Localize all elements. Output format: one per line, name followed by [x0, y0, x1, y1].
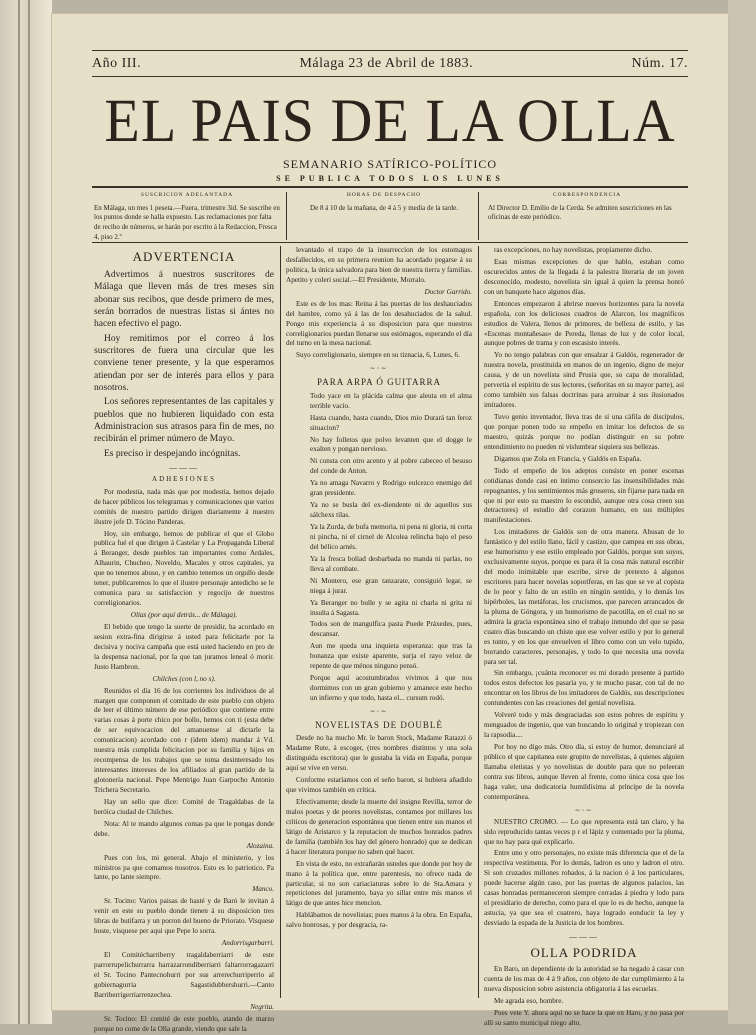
novelistas-heading: NOVELISTAS DE DOUBLÉ: [315, 719, 443, 730]
header-rule: [92, 76, 688, 77]
dateline: Negrita.: [250, 1002, 274, 1011]
dateline: Manco.: [252, 885, 274, 894]
subscription-box: [94, 192, 280, 243]
olla-paragraph: En Baro, un dependiente de la autoridad se ha negado á casar con cuenta de los mas de 4 á 9 años, con objeto de dar cumplimiento á la nueva disposicion sobre asistencia obligatoria á las escuelas.: [484, 964, 684, 993]
signature: Doctor Garrido.: [424, 287, 472, 296]
spine-line: [28, 0, 30, 1024]
poem-stanza: Ni consta con otro acento y al pobre cabeceo el besuso del conde de Anton.: [310, 457, 472, 476]
poem-stanza: Ya Beranger no bulle y se agita ni charla ni grita ni insulta á Sagasta.: [310, 598, 472, 617]
masthead-subtitle: SEMANARIO SATÍRICO-POLÍTICO: [282, 157, 497, 171]
column-3: [484, 246, 684, 1027]
page-edge-shadow: [728, 0, 756, 1024]
olla-podrida-heading: OLLA PODRIDA: [530, 945, 638, 960]
correspondence-box: [488, 192, 686, 223]
issue-date: Málaga 23 de Abril de 1883.: [299, 56, 474, 71]
correspondence-heading: CORRESPONDENCIA: [552, 192, 622, 198]
olla-paragraph: Me agrada eso, hombre.: [494, 996, 564, 1005]
issue-number: Núm. 17.: [631, 56, 688, 71]
masthead-tagline: SE PUBLICA TODOS LOS LUNES: [276, 174, 504, 183]
cromo-heading: NUESTRO CROMO.: [494, 817, 559, 826]
office-hours-heading: HORAS DE DESPACHO: [346, 192, 422, 198]
ornament-divider: ~·~: [370, 706, 388, 716]
article-paragraph: ras excepciones, no hay novelistas, propiamente dicho.: [494, 246, 652, 254]
poem-heading: PARA ARPA Ó GUITARRA: [317, 377, 441, 388]
column-2: [286, 246, 472, 998]
dateline: Olías (por aquí detrás... de Málaga).: [130, 611, 238, 620]
adhesiones-paragraph: Pues con los, mi general. Abajo el ministerio, y los ministros pa que comamos nosotros. Esto es lo patriotico. Pa lante, po lante siempre.: [94, 853, 274, 882]
office-hours-text: De 8 á 10 de la mañana, de 4 á 5 y media de la tarde.: [310, 203, 458, 212]
adhesiones-paragraph: El Comitécharriberry tragaldaberriarri de este parrorrupelichurrarra harrazarrondiberriarri faltarrorragazarri el Sr. Tocino Pantecnohurri por sus arrerechurriperrio al gobiernagurria Sagastidubbershurri.—Canto Barriberrigerriarrenzechea.: [94, 951, 274, 999]
poem-stanza: Todo yace en la plácida calma que aleuta en el alma terrible vacío.: [310, 391, 472, 410]
office-hours-box: [296, 192, 472, 213]
article-paragraph: Suyo correligionario, siempre en su tiznacia, 6, Lunes, 6.: [296, 351, 460, 360]
advertencia-paragraph: Advertimos á nuestros suscritores de Málaga que lleven más de tres meses sin abonar sus recibos, que desde primero de mes, serán borrados de nuestras listas si ántes no hacen efectivo el pago.: [94, 269, 274, 330]
info-separator: [286, 192, 287, 240]
adhesiones-paragraph: El bebido que tengo la suerte de presidir, ha acordado en sesion extra-fina dirigirse á usted para felicitarle por la decisiva y nociva campaña que está usted haciendo en pro de la despensa nacional, por la que tan juramos leneal ó morir. Justo Hambron.: [94, 622, 274, 671]
subscription-text: En Málaga, un mes 1 peseta.—Fuera, trimestre 3id. Se suscribe en los puntos donde se halla expuesto. Las reclamaciones por falta de recibo de números, se harán por escrito á la Redaccion, Fresca 4, piso 2.º: [94, 203, 280, 242]
spine-line: [18, 0, 20, 1024]
poem-stanza: Hasta cuando, hasta cuando, Dios mio Durará tan feroz situacion?: [310, 413, 472, 432]
article-paragraph: Todo el empeño de los adeptos consiste en poner escenas cotidianas donde casi en íntimo consorcio las insensibilidades más repugnantes, y los sentimientos más groseros, sin fijarse para nada en que ni por esto su maestro lo escondió, aunque otra cosa creen sus detractores) el estudio del corazon humano, en sus múltiples manifestaciones.: [484, 466, 684, 525]
article-paragraph: levantado el trapo de la insurreccion de los estomagos desfallecidos, en su primera reunion ha acordado pegarse á su politica, la única salvadora para bien de nuestra tierra y familias. Apetito y coleri social.—El Presidente, Morralo.: [286, 246, 472, 284]
correspondence-text: Al Director D. Emilio de la Cerda. Se admiten suscriciones en las oficinas de este periódico.: [488, 203, 672, 222]
dateline: Chilches (con l, no s).: [152, 674, 216, 683]
poem-stanza: Todos son de mangulfica pasta Puede Práxedes, pues, descansar.: [310, 620, 472, 639]
poem-stanza: Aun me queda una inquieta esperanza: que tras la bonanza que existe aparente, surja el rayo veloz de repente de que ménos ninguno pensó.: [310, 642, 472, 671]
advertencia-paragraph: Hoy remitimos por el correo á los suscritores de fuera una circular que les conviene tener presente, y la que esperamos atiendan por ser de interés para ellos y para nosotros.: [94, 333, 274, 394]
masthead-title: EL PAIS DE LA OLLA: [104, 86, 676, 155]
ornament-divider: ~·~: [575, 805, 593, 815]
adhesiones-paragraph: Sr. Tocino: Varios paisas de hasté y de Baró le invitan á venir en este su pueblo donde tienen á su disposicion tres libras de butifarra y un porron del bueno de Priorato. Visquese hoste, visquese per aqui que Pepe lo sorra.: [94, 897, 274, 936]
adhesiones-paragraph: Por modestia, nada más que por modestia, hemos dejado de hacer públicos los telegramas y comunicaciones que varios comités de nuestro partido dirigen diariamente á nuestro ilustre jefe D. Tócino Panderas.: [94, 487, 274, 526]
cromo-text: Lo que representa está tan claro, y ha sido reproducido tantas veces p r el lápiz y comentado por la pluma, que no hay para qué explicarlo.: [484, 817, 684, 846]
article-paragraph: Hablábamos de novelistas; pues manos á la obra. En España, salvo honrosas, y por desgracia, ra-: [286, 911, 472, 930]
article-paragraph: Los imitadores de Galdós son de otra manera. Abusan de lo fantástico y del estilo llano, fácil y castizo, que campea en sus obras, ese humorismo y ese estilo empleado por Galdós, porque son suyos, exclusivamente suyos, porque es para él la cosa más natural escribir del modo inimitable que escribe, sirve de pretexto á algunos escritores para hacer novelas soporíferas, en las que se ve al copista de lo peor y falto de un estilo en ningún sentido, y lo demás los hipérboles, las metáforas, los crucismos, que parecen arrancados de la pluma de Góngora, y un humorismo de pacotilla, en el cual no se admira la gracia espontánea sino el trabajo inmundo del que se pasa cuatro días buscando un chiste que ese volver estilo y por lo general es tonto, y en los que envuelven el libro como con un velo tupido, borrando caracteres, personajes, y todo lo que necesita una novela para ser tal.: [484, 528, 684, 666]
issue-header: [92, 56, 688, 72]
article-paragraph: Conforme estaríamos con el seño baron, si hubiera añadido que vivimos también en crítica.: [286, 776, 472, 795]
ornament-divider: ~·~: [370, 364, 388, 374]
advertencia-paragraph: Los señores representantes de las capitales y pueblos que no hubieren liquidado con esta Administracion sus atrasos para fin de mes, no recibirán el primer número de Mayo.: [94, 397, 274, 445]
poem-stanza: Porque aquí acostumbrados vivimos á que nos dormimos con un gran gobierno y amanece este hecho un infierno y que todo, hasta el... cursum rodó.: [310, 674, 472, 702]
subscription-heading: SUSCRICION ADELANTADA: [140, 192, 234, 198]
dateline: Andorrisgarbarri.: [221, 939, 274, 948]
poem-stanza: Ya la Zurda, de bufa memoria, ni pena ni gloria, ni corta ni pincha, ni el cirnel de Alcolea relincha bajo el peso del bélico arnés.: [310, 523, 472, 551]
ornament-divider: ———: [569, 931, 599, 941]
ornament-divider: ———: [169, 463, 199, 473]
masthead-rule: [92, 186, 688, 188]
article-paragraph: En vista de esto, no extrañarán ustedes que donde por hoy de mano á la política que, entre parentesis, no ofrece nada de particular, si no son cariaciaturas sobre lo de Sta.Amara y repeticiones del juramento, baya yo sillar entre mis manos el látigo de que antes hice mencion.: [286, 859, 472, 908]
article-paragraph: Entonces empezaron á abrirse nuevos horizontes para la novela española, con los deliciosos cuadros de Alarcon, los magnificos estudios de Valera, llenos de primores, de belleza de estilo, y las «Escenas montañesas» de Pereda, llenas de luz y de color local, aunque pobres de trama y con escasisto interés.: [484, 299, 684, 348]
advertencia-heading: ADVERTENCIA: [132, 249, 236, 264]
column-separator: [478, 246, 479, 998]
adhesiones-paragraph: Reunidos el día 16 de los corrientes los individuos de al margen que componen el comitado de este pueblo con objeto de leer el último número de ese periódico que contiene entre varias cosas á porte chico por bollo, hemos con ti (esta debe de ser equivocacion del amanuense al dictarle la comunicacion) acordado con r (idem idem) mandar á Vd. nuestra más cumplida felicitacion por su familia y hijos en recompensa de los trabajos que se toma desinteresado los interesantes intereses de los afiliados al gran partido de la glotonería nacional. Pepe Mentrigo Juan Garpocho Antonio Trichera Secretario.: [94, 686, 274, 794]
poem-stanza: Ya no amaga Navarro y Rodrigo eulcezco enemigo del gran presidente.: [310, 479, 472, 498]
adhesiones-heading: ADHESIONES: [152, 475, 216, 484]
poem-stanza: Ya la fresca boliad desbarbada no manda ni parlas, no lleva al combate.: [310, 554, 472, 573]
article-paragraph: Por hoy no digo más. Otro día, si estoy de humor, denunciaré al público el que capitanea este grupito de novelistas, á quienes alguien llamaba eletistas y yo novelistas de double para que no peleeran contra sus libros, aunque lleven al frente, como única cosa que los haga valer, una dedicatoria humildísima al príncipe de la novela contemporánea.: [484, 743, 684, 801]
article-paragraph: Este es de los mas: Reina á las puertas de los deshauciados del hambre, como yá á las de los desahuciados de la salud. Pongo mis experiencia á su disposicion para que nuestros correligionarios puedan llenarse sus estómagos, esperando el día del turno en la mesa nacional.: [286, 299, 472, 348]
article-paragraph: Desde no ha mucho Mr. le baron Stock, Madame Ratazzi ó Madame Rute, á escoger, (tres nombres distintos y una sola distinguida escritora) que le gustaba la vida en España, porque aquí se vive en verso.: [286, 734, 472, 773]
column-separator: [280, 246, 281, 998]
advertencia-paragraph: Es preciso ir despejando incógnitas.: [104, 448, 241, 459]
top-rule: [92, 50, 688, 51]
dateline: Alozaina.: [246, 841, 274, 850]
book-spine: [0, 0, 52, 1024]
poem-stanza: No hay folletos que polvo levanten que el dogge le exalten y pongan nervioso.: [310, 435, 472, 454]
article-paragraph: Tuvo genio inventador, lleva tras de sí una cáfila de discípulos, que porque ponen todo su empeño en imitar los defectos de su maestro, quizás porque no podían distinguir en su pobre entendimiento no pueden ni vislumbrar siquiera sus bellezas.: [484, 413, 684, 451]
adhesiones-paragraph: Sr. Tocino: El comité de este pueblo, atando de marzo porque no come de la Olla grande, viendo que sale la: [94, 1014, 274, 1033]
adhesiones-paragraph: Hoy, sin embargo, hemos de publicar el que el Globo publica fué el que dirigen á Castelar y La Propaganda Liberal á Beranger, desde pueblos tan importantes como Ardales, Alhaurin, Chucheo, Noveldo, Macales y otros capitales, ya que no tenemos abuso, y en cambio tenemos un orgullo desde tener, publicaremos lo que el ilustre personaje antedicho se le comunica para su satisfaccion y regocijo de nuestros correligionarios.: [94, 529, 274, 608]
adhesiones-paragraph: Hay un sello que dice: Comité de Tragaldabas de la heróica ciudad de Chilches.: [94, 797, 274, 816]
article-paragraph: Yo no tengo palabras con que ensalzar á Galdós, regenerador de nuestra novela, prostituida en manos de un ingenio, digno de mejor causa, y de un novelista sind Prusia que, so capa de moralidad, pervertia el espíritu de sus lectores, (señoritas en su mayor parte), así como también sus falsas doctrinas para arruinar á sus ilusionados imitadores.: [484, 351, 684, 410]
column-1: [94, 246, 274, 1033]
cromo-paragraph: Entre uno y otro personajes, no existe más diferencia que el de la respectiva vestimenta. Por lo demás, ladron es uno y ladron el otro. Si son cruzados millones robados, á la nacion ó á los particulares, puede hacerse algún caso, por las puertas de algunos palacios, las casas honradas permaneceron siempre cerradas á piedra y lodo para el presidiario de derecho, como para el que lo es de hecho, aunque la astucia, ya que sea el cuatrero, haya logrado eonducir la ley y desviado la espada de la Justicia de los hombres.: [484, 849, 684, 928]
newspaper-page: [52, 14, 728, 1033]
issue-year: Año III.: [92, 56, 142, 71]
poem-stanza: Ni Montero, ese gran tanzarate, consiguió legar, se niega á jurar.: [310, 576, 472, 595]
poem-stanza: Ya no se busla del ex-diendente ni de aquellos sus sálchexs tilas.: [310, 501, 472, 520]
info-separator: [478, 192, 479, 240]
cromo-paragraph: NUESTRO CROMO. — Lo que representa está tan claro, y ha sido reproducido tantas veces p r el lápiz y comentado por la pluma, que no hay para qué explicarlo.: [484, 817, 684, 846]
article-paragraph: Esas mismas excepciones de que hablo, estaban como oscurecidos antes de la llegada á la palestra literaria de un joven desconocido, modesto, novelista sin igual á quien la prensa honró con un banquete hace algunos días.: [484, 257, 684, 296]
article-paragraph: Volveré todo y más desgraciadas son estos pobres de espíritu y menguados de ingenio, que van buscando lo original y tropiezan con la rapsodia....: [484, 711, 684, 740]
info-rule: [92, 242, 688, 243]
olla-paragraph: Pues vete Y. ahora aquí no se hace la que en Haro, y no pasa por allí su santo municipal niego alto.: [484, 1008, 684, 1027]
article-paragraph: Efectivamente; desde la muerte del insigne Revilla, terror de malos poetas y de peores novelistas, contamos por millares los críticos de generacion espontánea que tienen entre sus manos el látigo de Aristarco y la reputacion de muchos honrados padres de familia (también los hay del género honrado) que se dedican á hacer literatura porque no saben qué hacer.: [286, 798, 472, 856]
article-paragraph: Sin embargo, ¡cuánta reconocer es mi dorado presente á partido todos estos defectos los pasaría yo, y te mucho pasar, con tal de no encontrar en los libros de los imitadores de Galdós, sus descripciones contundentes con las creaciones del genial novelista.: [484, 669, 684, 708]
adhesiones-paragraph: Nota: Al te mando algunos comas pa que le pongas donde debe.: [94, 819, 274, 838]
article-paragraph: Digamos que Zola en Francia, y Galdós en España.: [494, 454, 642, 463]
